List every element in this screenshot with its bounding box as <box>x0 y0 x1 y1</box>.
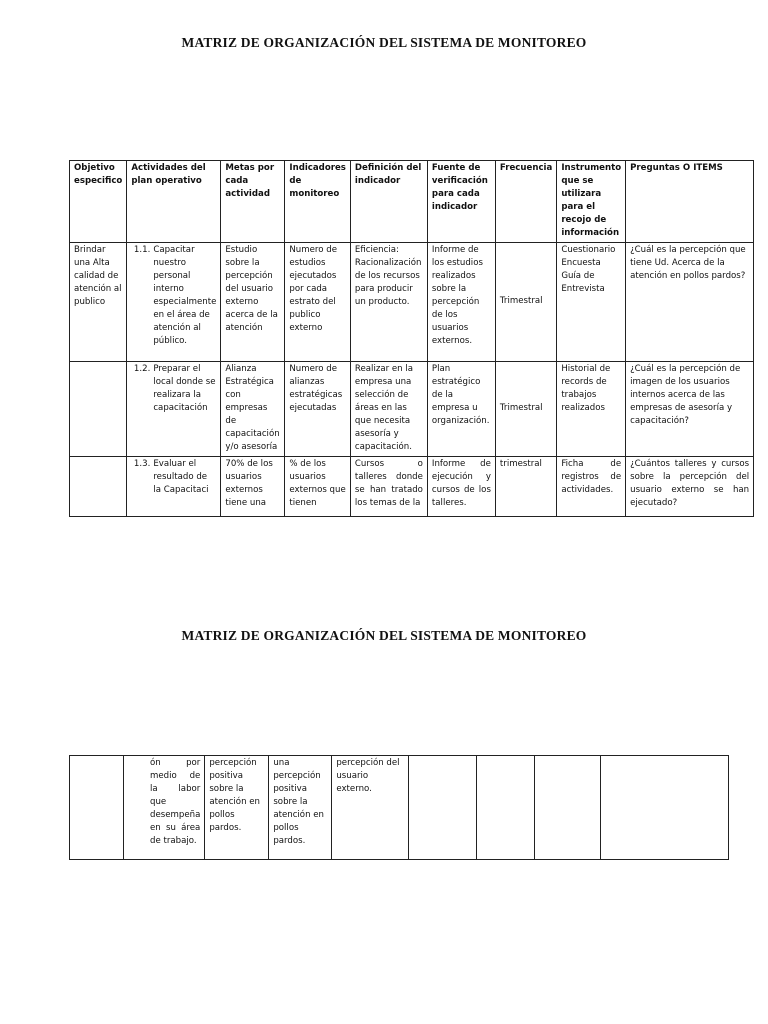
table-row <box>70 457 754 517</box>
cell-fuente <box>409 756 477 860</box>
table-header-row <box>70 161 754 243</box>
page-title: MATRIZ DE ORGANIZACIÓN DEL SISTEMA DE MONITOREO <box>181 35 587 50</box>
cell-frecuencia: Trimestral <box>495 362 556 457</box>
cell-actividad <box>127 243 221 362</box>
cell-frecuencia: trimestral <box>495 457 556 517</box>
cell-objetivo: Brindar una Alta calidad de atención al publico <box>70 243 127 362</box>
cell-objetivo <box>70 362 127 457</box>
cell-meta: Alianza Estratégica con empresas de capacitación y/o asesoría <box>221 362 285 457</box>
cell-actividad: ón por medio de la labor que desempeña en su área de trabajo. <box>124 756 205 860</box>
activity-number: 1.1. <box>133 245 151 255</box>
header-preguntas: Preguntas O ITEMS <box>626 161 754 243</box>
activity-text: Capacitar nuestro personal interno especialmente en el área de atención al público. <box>153 245 217 346</box>
header-frecuencia: Frecuencia <box>495 161 556 243</box>
activity-text: Preparar el local donde se realizara la capacitación <box>153 364 216 413</box>
cell-pregunta <box>601 756 729 860</box>
cell-instrumento <box>535 756 601 860</box>
cell-actividad <box>127 457 221 517</box>
cell-indicador: Numero de alianzas estratégicas ejecutadas <box>285 362 351 457</box>
cell-actividad <box>127 362 221 457</box>
activity-number: 1.3. <box>133 459 151 469</box>
cell-instrumento: Historial de records de trabajos realizados <box>557 362 626 457</box>
cell-definicion: Eficiencia: Racionalización de los recursos para producir un producto. <box>350 243 427 362</box>
cell-pregunta: ¿Cuál es la percepción de imagen de los usuarios internos acerca de las empresas de asesoría y capacitación? <box>626 362 754 457</box>
cell-meta: Estudio sobre la percepción del usuario externo acerca de la atención <box>221 243 285 362</box>
header-objetivo: Objetivo especifico <box>70 161 127 243</box>
header-fuente: Fuente de verificación para cada indicador <box>427 161 495 243</box>
header-indicadores: Indicadores de monitoreo <box>285 161 351 243</box>
page-title: MATRIZ DE ORGANIZACIÓN DEL SISTEMA DE MONITOREO <box>181 628 587 643</box>
monitoring-matrix-table <box>69 160 754 517</box>
cell-indicador: % de los usuarios externos que tienen <box>285 457 351 517</box>
cell-meta: percepción positiva sobre la atención en pollos pardos. <box>205 756 269 860</box>
cell-instrumento: Cuestionario Encuesta Guía de Entrevista <box>557 243 626 362</box>
cell-objetivo <box>70 756 124 860</box>
activity-number: 1.2. <box>133 364 151 374</box>
cell-indicador: Numero de estudios ejecutados por cada estrato del publico externo <box>285 243 351 362</box>
cell-definicion: percepción del usuario externo. <box>332 756 409 860</box>
monitoring-matrix-table-continued <box>69 755 729 860</box>
cell-frecuencia <box>477 756 535 860</box>
cell-definicion: Realizar en la empresa una selección de áreas en las que necesita asesoría y capacitación. <box>350 362 427 457</box>
cell-pregunta: ¿Cuál es la percepción que tiene Ud. Acerca de la atención en pollos pardos? <box>626 243 754 362</box>
cell-indicador: una percepción positiva sobre la atención en pollos pardos. <box>269 756 332 860</box>
cell-fuente: Informe de los estudios realizados sobre la percepción de los usuarios externos. <box>427 243 495 362</box>
cell-frecuencia: Trimestral <box>495 243 556 362</box>
header-metas: Metas por cada actividad <box>221 161 285 243</box>
cell-objetivo <box>70 457 127 517</box>
table-row <box>70 756 729 860</box>
cell-instrumento: Ficha de registros de actividades. <box>557 457 626 517</box>
cell-fuente: Plan estratégico de la empresa u organización. <box>427 362 495 457</box>
cell-meta: 70% de los usuarios externos tiene una <box>221 457 285 517</box>
header-instrumento: Instrumento que se utilizara para el recojo de información <box>557 161 626 243</box>
header-definicion: Definición del indicador <box>350 161 427 243</box>
header-actividades: Actividades del plan operativo <box>127 161 221 243</box>
activity-text: Evaluar el resultado de la Capacitaci <box>153 459 209 495</box>
table-row <box>70 243 754 362</box>
cell-fuente: Informe de ejecución y cursos de los talleres. <box>427 457 495 517</box>
cell-pregunta: ¿Cuántos talleres y cursos sobre la percepción del usuario externo se han ejecutado? <box>626 457 754 517</box>
table-row <box>70 362 754 457</box>
cell-definicion: Cursos o talleres donde se han tratado los temas de la <box>350 457 427 517</box>
